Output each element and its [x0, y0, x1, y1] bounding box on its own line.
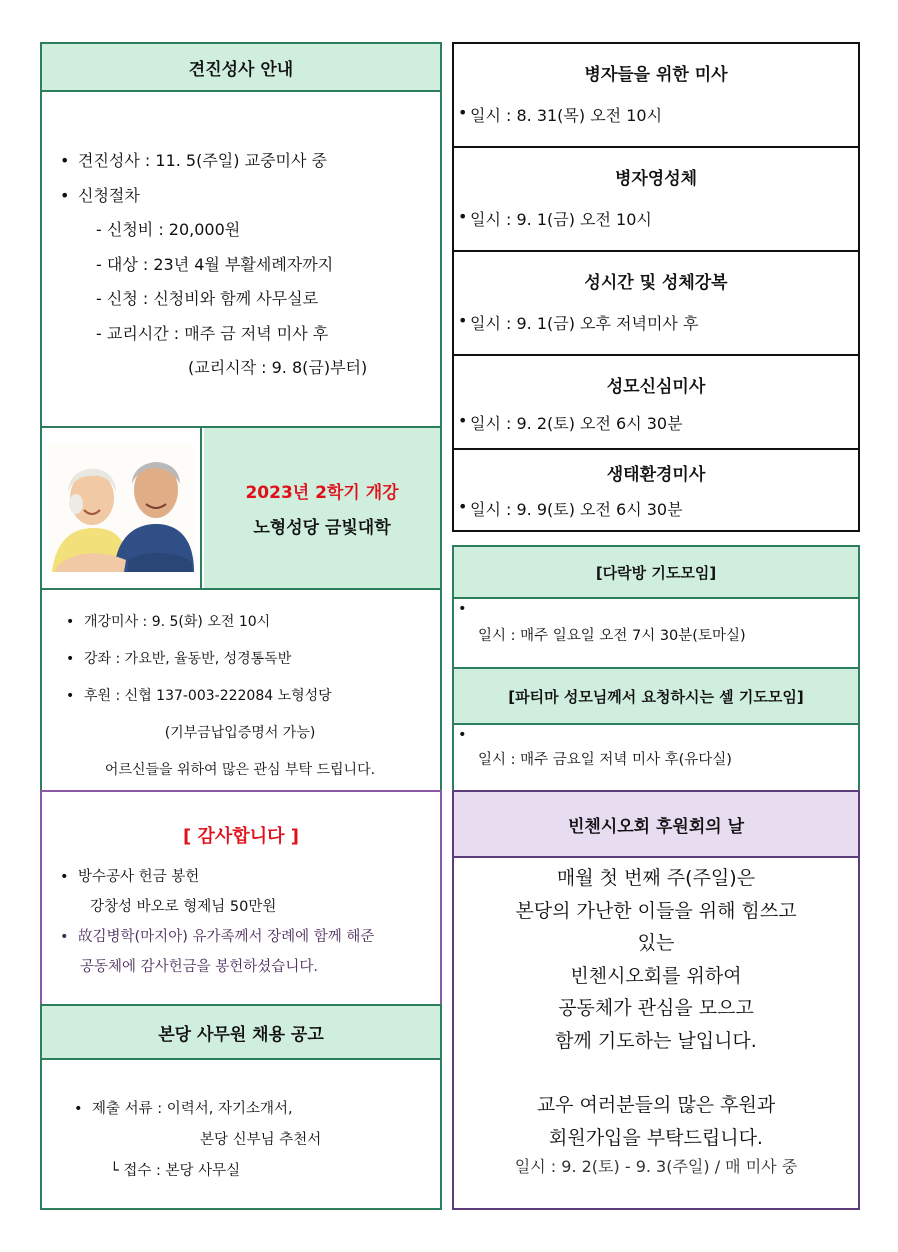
- confirmation-title: 견진성사 안내: [42, 44, 440, 92]
- marian-devotion-mass: [454, 356, 858, 450]
- application-procedure: • 신청절차: [56, 179, 440, 214]
- courses: • 강좌 : 가요반, 율동반, 성경통독반: [62, 641, 440, 678]
- mass-sick-title: 병자들을 위한 미사: [584, 65, 728, 85]
- holy-hour: [454, 252, 858, 356]
- application-method: - 신청 : 신청비와 함께 사무실로: [96, 289, 319, 308]
- vincent-line: 매월 첫 번째 주(주일)은: [556, 867, 756, 889]
- ecology-mass-title: 생태환경미사: [606, 465, 706, 485]
- university-section: [40, 426, 442, 792]
- required-documents: • 제출 서류 : 이력서, 자기소개서,: [70, 1094, 440, 1125]
- mass-schedule-section: [452, 42, 860, 532]
- holy-hour-title: 성시간 및 성체강복: [584, 273, 728, 293]
- waterproofing-donation: • 방수공사 헌금 봉헌: [56, 862, 440, 892]
- ecology-mass: [454, 450, 858, 532]
- vincent-line: 본당의 가난한 이들을 위해 힘쓰고: [515, 899, 797, 922]
- waterproofing-donor: 강창성 바오로 형제님 50만원: [90, 899, 277, 915]
- ecology-mass-date: • 일시 : 9. 9(토) 오전 6시 30분: [454, 497, 858, 520]
- vincent-request-line: 회원가입을 부탁드립니다.: [549, 1126, 763, 1149]
- vincent-section: [452, 790, 860, 1210]
- vincent-line: 함께 기도하는 날입니다.: [555, 1029, 757, 1052]
- marian-devotion-mass-title: 성모신심미사: [606, 377, 706, 397]
- mass-sick-communion-title: 병자영성체: [614, 169, 698, 189]
- mass-sick: [454, 44, 858, 148]
- vincent-title: 빈첸시오회 후원회의 날: [454, 792, 858, 858]
- funeral-thanks-line1: • 故김병학(마지아) 유가족께서 장례에 함께 해준: [56, 922, 440, 952]
- donation-receipt-note: (기부금납입증명서 가능): [164, 725, 316, 741]
- job-posting-section: [40, 1004, 442, 1210]
- thanks-title: [ 감사합니다 ]: [183, 826, 299, 847]
- semester-title: 2023년 2학기 개강: [245, 483, 399, 503]
- recommendation-letter: 본당 신부님 추천서: [200, 1132, 322, 1148]
- vincent-line: 공동체가 관심을 모으고: [558, 997, 754, 1019]
- funeral-thanks-line2: 공동체에 감사헌금을 봉헌하셨습니다.: [80, 959, 318, 975]
- prayer-groups-section: [452, 545, 860, 792]
- mass-sick-communion: [454, 148, 858, 252]
- job-posting-title: 본당 사무원 채용 공고: [42, 1006, 440, 1060]
- submission-place: └ 접수 : 본당 사무실: [110, 1163, 241, 1179]
- holy-hour-date: • 일시 : 9. 1(금) 오후 저녁미사 후: [454, 311, 858, 334]
- university-name: 노형성당 금빛대학: [253, 518, 391, 538]
- opening-mass: • 개강미사 : 9. 5(화) 오전 10시: [62, 604, 440, 641]
- catechism-start-note: (교리시작 : 9. 8(금)부터): [188, 358, 368, 377]
- vincent-line: 있는: [637, 932, 675, 954]
- vincent-request-line: 교우 여러분들의 많은 후원과: [536, 1094, 776, 1116]
- vincent-date: 일시 : 9. 2(토) - 9. 3(주일) / 매 미사 중: [514, 1157, 798, 1176]
- upper-room-prayer-title: [다락방 기도모임]: [454, 547, 858, 599]
- application-fee: - 신청비 : 20,000원: [96, 220, 241, 239]
- closing-request: 어르신들을 위하여 많은 관심 부탁 드립니다.: [104, 762, 376, 778]
- thanks-section: [40, 790, 442, 1006]
- application-target: - 대상 : 23년 4월 부활세례자까지: [96, 254, 334, 274]
- vincent-line: 빈첸시오회를 위하여: [570, 964, 742, 987]
- catechism-time: - 교리시간 : 매주 금 저녁 미사 후: [96, 323, 329, 343]
- confirmation-section: [40, 42, 442, 428]
- fatima-cell-prayer-title: [파티마 성모님께서 요청하시는 셀 기도모임]: [454, 669, 858, 725]
- mass-sick-communion-date: • 일시 : 9. 1(금) 오전 10시: [454, 207, 858, 230]
- sponsorship-account: • 후원 : 신협 137-003-222084 노형성당: [62, 678, 440, 715]
- marian-devotion-mass-date: • 일시 : 9. 2(토) 오전 6시 30분: [454, 411, 858, 434]
- upper-room-prayer-date: • 일시 : 매주 일요일 오전 7시 30분(토마실): [454, 601, 858, 669]
- fatima-cell-prayer-date: • 일시 : 매주 금요일 저녁 미사 후(유다실): [454, 727, 858, 790]
- elderly-couple-photo: [42, 428, 202, 588]
- mass-sick-date: • 일시 : 8. 31(목) 오전 10시: [454, 103, 858, 126]
- confirmation-date: • 견진성사 : 11. 5(주일) 교중미사 중: [56, 144, 440, 179]
